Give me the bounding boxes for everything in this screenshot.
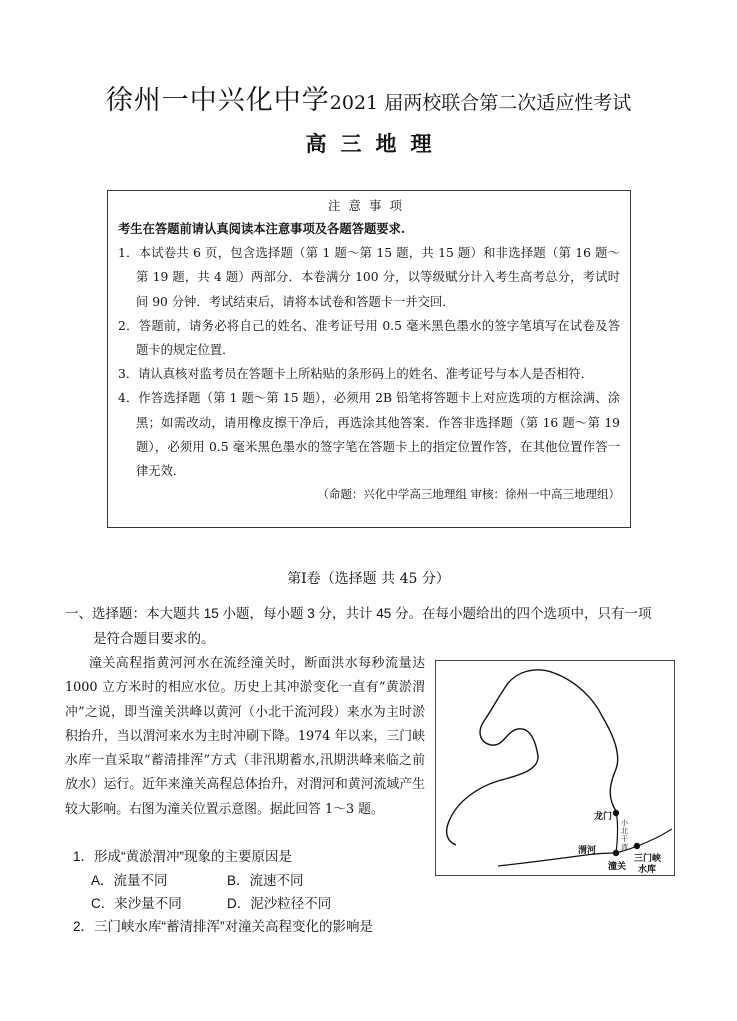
exam-title-school: 徐州一中兴化中学 xyxy=(105,85,330,116)
map-label-xiaobei-3: 干 xyxy=(621,835,628,843)
part1-line1: 一、选择题：本大题共 15 小题，每小题 3 分，共计 45 分。在每小题给出的四个选项中，只有一项 xyxy=(65,606,652,621)
notice-item-3: 3．请认真核对监考员在答题卡上所粘贴的条形码上的姓名、准考证号与本人是否相符． xyxy=(118,367,594,382)
passage-text: 潼关高程指黄河河水在流经潼关时，断面洪水每秒流量达 1000 立方米时的相应水位。历史上其冲淤变化一直有“黄淤渭冲”之说，即当潼关洪峰以黄河（小北干流河段）来水为主时淤积抬升，当以渭河来水为主时冲刷下降。1974 年以来，三门峡水库一直采取“蓄清排浑”方式（非汛期蓄水,汛期洪峰来临之前放水）运行。近年来潼关高程总体抬升，对渭河和黄河流域产生较大影响。右图为潼关位置示意图。据此回答 1～3 题。 xyxy=(65,656,425,817)
reading-passage xyxy=(65,652,425,822)
question-1-options-row-1 xyxy=(73,869,433,893)
map-label-xiaobei-1: 小 xyxy=(621,819,628,827)
exam-title xyxy=(0,78,737,117)
notice-item-1: 1．本试卷共 6 页，包含选择题（第 1 题～第 15 题，共 15 题）和非选择题（第 16 题～第 19 题，共 4 题）两部分．本卷满分 100 分，以等级赋分计入考生高考总分，考试时间 90 分钟．考试结束后，请将本试卷和答题卡一并交回． xyxy=(118,246,620,309)
subject-title: 高三地理 xyxy=(305,131,446,156)
map-label-xiaobei-2: 北 xyxy=(621,827,628,835)
question-1 xyxy=(73,845,433,916)
question-2 xyxy=(73,915,573,939)
map-svg xyxy=(436,661,674,875)
map-label-sanmenxia-1: 三门峡 xyxy=(634,854,662,864)
tongguan-dot xyxy=(613,850,619,856)
map-label-tongguan: 潼关 xyxy=(608,862,627,872)
map-label-longmen: 龙门 xyxy=(594,812,613,822)
notice-box xyxy=(107,190,631,528)
question-1-options-row-2 xyxy=(73,892,433,916)
option-d: D．泥沙粒径不同 xyxy=(227,896,332,911)
longmen-dot xyxy=(613,810,619,816)
yellow-river-line xyxy=(447,670,618,845)
exam-title-rest: 2021 届两校联合第二次适应性考试 xyxy=(329,92,632,114)
weihe-river-line xyxy=(498,853,616,866)
location-map xyxy=(435,660,675,876)
notice-intro: 考生在答题前请认真阅读本注意事项及各题答题要求. xyxy=(118,221,406,236)
map-label-sanmenxia-2: 水库 xyxy=(638,865,657,875)
xiaobei-river-line xyxy=(616,811,618,853)
option-a: A．流量不同 xyxy=(91,872,168,888)
part1-instructions xyxy=(65,601,685,651)
map-label-xiaobei-4: 流 xyxy=(621,843,628,851)
question-2-stem: 2．三门峡水库“蓄清排浑”对潼关高程变化的影响是 xyxy=(73,919,373,934)
option-c: C．来沙量不同 xyxy=(91,896,182,911)
notice-item-4: 4．作答选择题（第 1 题～第 15 题），必须用 2B 铅笔将答题卡上对应选项的方框涂满、涂黑；如需改动，请用橡皮擦干净后，再选涂其他答案．作答非选择题（第 16 题～第 19 题），必须用 0.5 毫米黑色墨水的签字笔在答题卡上的指定位置作答，在其他位置作答一律无效． xyxy=(118,391,620,479)
notice-credit: （命题：兴化中学高三地理组 审核：徐州一中高三地理组） xyxy=(317,487,620,502)
notice-item-2: 2．答题前，请务必将自己的姓名、准考证号用 0.5 毫米黑色墨水的签字笔填写在试卷及答题卡的规定位置． xyxy=(118,318,620,358)
option-b: B．流速不同 xyxy=(227,872,304,888)
part1-line2: 是符合题目要求的。 xyxy=(93,631,215,646)
section-title: 第Ⅰ卷（选择题 共 45 分） xyxy=(287,571,450,587)
sanmenxia-dot xyxy=(634,843,640,849)
notice-title: 注意事项 xyxy=(327,198,410,213)
question-1-stem: 1．形成“黄淤渭冲”现象的主要原因是 xyxy=(73,849,292,864)
map-label-weihe: 渭河 xyxy=(578,846,597,856)
